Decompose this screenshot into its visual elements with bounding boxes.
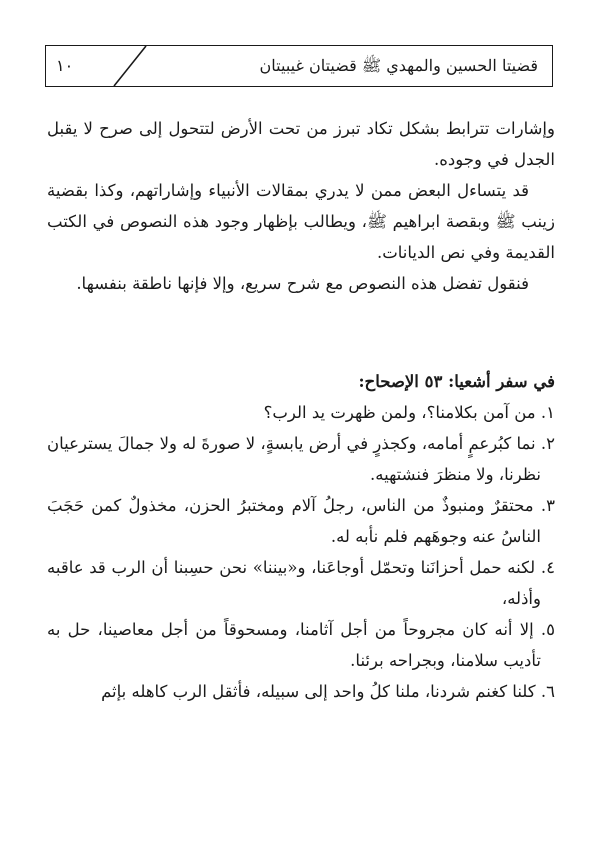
verse-6: ٦. كلنا كغنم شردنا، ملنا كلُ واحد إلى سبيله، فأثقل الرب كاهله بإثم xyxy=(101,682,555,701)
page-number: ١٠ xyxy=(56,56,74,75)
intro-text xyxy=(47,113,555,299)
paragraph-1: وإشارات تترابط بشكل تكاد تبرز من تحت الأرض لتتحول إلى صرح لا يقبل الجدل في وجوده. xyxy=(47,119,555,169)
verse-4: ٤. لكنه حمل أحزانَنا وتحمّل أوجاعَنا، و«بيننا» نحن حسِبنا أن الرب قد عاقبه وأذله، xyxy=(47,558,555,608)
verse-list xyxy=(47,397,555,707)
verse-1: ١. من آمن بكلامنا؟، ولمن ظهرت يد الرب؟ xyxy=(263,403,555,422)
verse-5: ٥. إلا أنه كان مجروحاً من أجل آثامنا، ومسحوقاً من أجل معاصينا، حل به تأديب سلامنا، وبجراحه برئنا. xyxy=(47,620,555,670)
verse-2: ٢. نما كبُرعمٍ أمامه، وكجذرٍ في أرض يابسةٍ، لا صورةَ له ولا جمالَ يسترعيان نظرنا، ولا منظرَ فنشتهيه. xyxy=(47,434,555,484)
header-divider-slash xyxy=(94,46,154,86)
section-heading: في سفر أشعيا: ٥٣ الإصحاح: xyxy=(358,372,555,391)
header-title: قضيتا الحسين والمهدي ﷺ قضيتان غيبيتان xyxy=(259,56,538,75)
paragraph-2: قد يتساءل البعض ممن لا يدري بمقالات الأنبياء وإشاراتهم، وكذا بقضية زينب ﷺ وبقصة ابراهيم ﷺ، ويطالب بإظهار وجود هذه النصوص في الكتب القديمة وفي نص الديانات. xyxy=(47,181,555,262)
running-header xyxy=(45,45,553,87)
paragraph-3: فنقول تفضل هذه النصوص مع شرح سريع، وإلا فإنها ناطقة بنفسها. xyxy=(76,274,529,293)
verse-3: ٣. محتقرٌ ومنبوذٌ من الناس، رجلُ آلام ومختبرُ الحزن، مخذولٌ كمن حَجَبَ الناسُ عنه وجوهَهم فلم نأبه له. xyxy=(47,496,555,546)
